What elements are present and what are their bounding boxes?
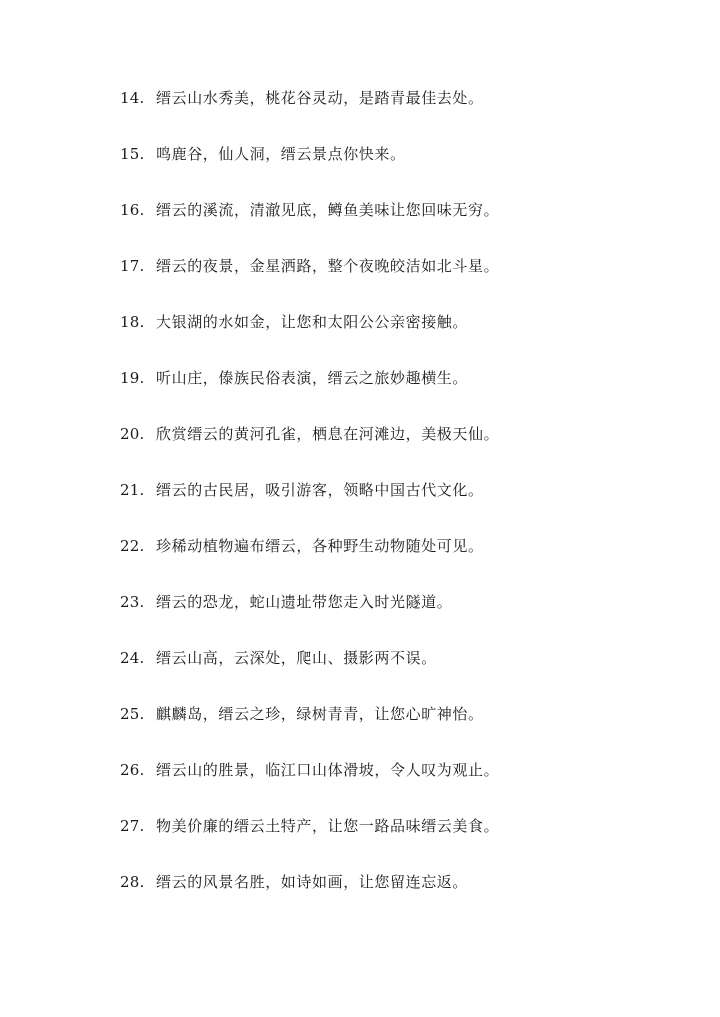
list-item — [120, 142, 680, 198]
list-item — [120, 422, 680, 478]
item-number: 17. — [120, 257, 145, 275]
list-item — [120, 254, 680, 310]
item-number: 23. — [120, 593, 145, 611]
item-number: 16. — [120, 201, 145, 219]
item-number: 25. — [120, 705, 145, 723]
list-item — [120, 310, 680, 366]
item-number: 15. — [120, 145, 145, 163]
item-text: 缙云的恐龙，蛇山遗址带您走入时光隧道。 — [156, 593, 453, 611]
item-number: 14. — [120, 89, 145, 107]
list-item — [120, 86, 680, 142]
list-item — [120, 646, 680, 702]
item-number: 28. — [120, 873, 145, 891]
item-text: 缙云的古民居，吸引游客，领略中国古代文化。 — [156, 481, 484, 499]
item-number: 22. — [120, 537, 145, 555]
list-item — [120, 534, 680, 590]
item-text: 缙云山高，云深处，爬山、摄影两不误。 — [156, 649, 437, 667]
list-item — [120, 758, 680, 814]
list-item — [120, 366, 680, 422]
list-item — [120, 870, 680, 926]
item-text: 大银湖的水如金，让您和太阳公公亲密接触。 — [156, 313, 469, 331]
item-number: 20. — [120, 425, 145, 443]
item-text: 缙云山的胜景，临江口山体滑坡，令人叹为观止。 — [156, 761, 500, 779]
list-item — [120, 198, 680, 254]
item-number: 19. — [120, 369, 145, 387]
item-text: 麒麟岛，缙云之珍，绿树青青，让您心旷神怡。 — [156, 705, 484, 723]
list-item — [120, 814, 680, 870]
item-text: 欣赏缙云的黄河孔雀，栖息在河滩边，美极天仙。 — [156, 425, 500, 443]
numbered-list — [120, 86, 680, 926]
item-number: 27. — [120, 817, 145, 835]
item-text: 鸣鹿谷，仙人洞，缙云景点你快来。 — [156, 145, 406, 163]
item-number: 26. — [120, 761, 145, 779]
list-item — [120, 590, 680, 646]
item-text: 珍稀动植物遍布缙云，各种野生动物随处可见。 — [156, 537, 484, 555]
list-item — [120, 702, 680, 758]
item-number: 24. — [120, 649, 145, 667]
item-text: 缙云的风景名胜，如诗如画，让您留连忘返。 — [156, 873, 469, 891]
item-text: 听山庄，傣族民俗表演，缙云之旅妙趣横生。 — [156, 369, 469, 387]
item-text: 缙云山水秀美，桃花谷灵动，是踏青最佳去处。 — [156, 89, 484, 107]
item-number: 18. — [120, 313, 145, 331]
list-item — [120, 478, 680, 534]
item-text: 物美价廉的缙云土特产，让您一路品味缙云美食。 — [156, 817, 500, 835]
item-text: 缙云的夜景，金星洒路，整个夜晚皎洁如北斗星。 — [156, 257, 500, 275]
item-number: 21. — [120, 481, 145, 499]
item-text: 缙云的溪流，清澈见底，鳟鱼美味让您回味无穷。 — [156, 201, 500, 219]
